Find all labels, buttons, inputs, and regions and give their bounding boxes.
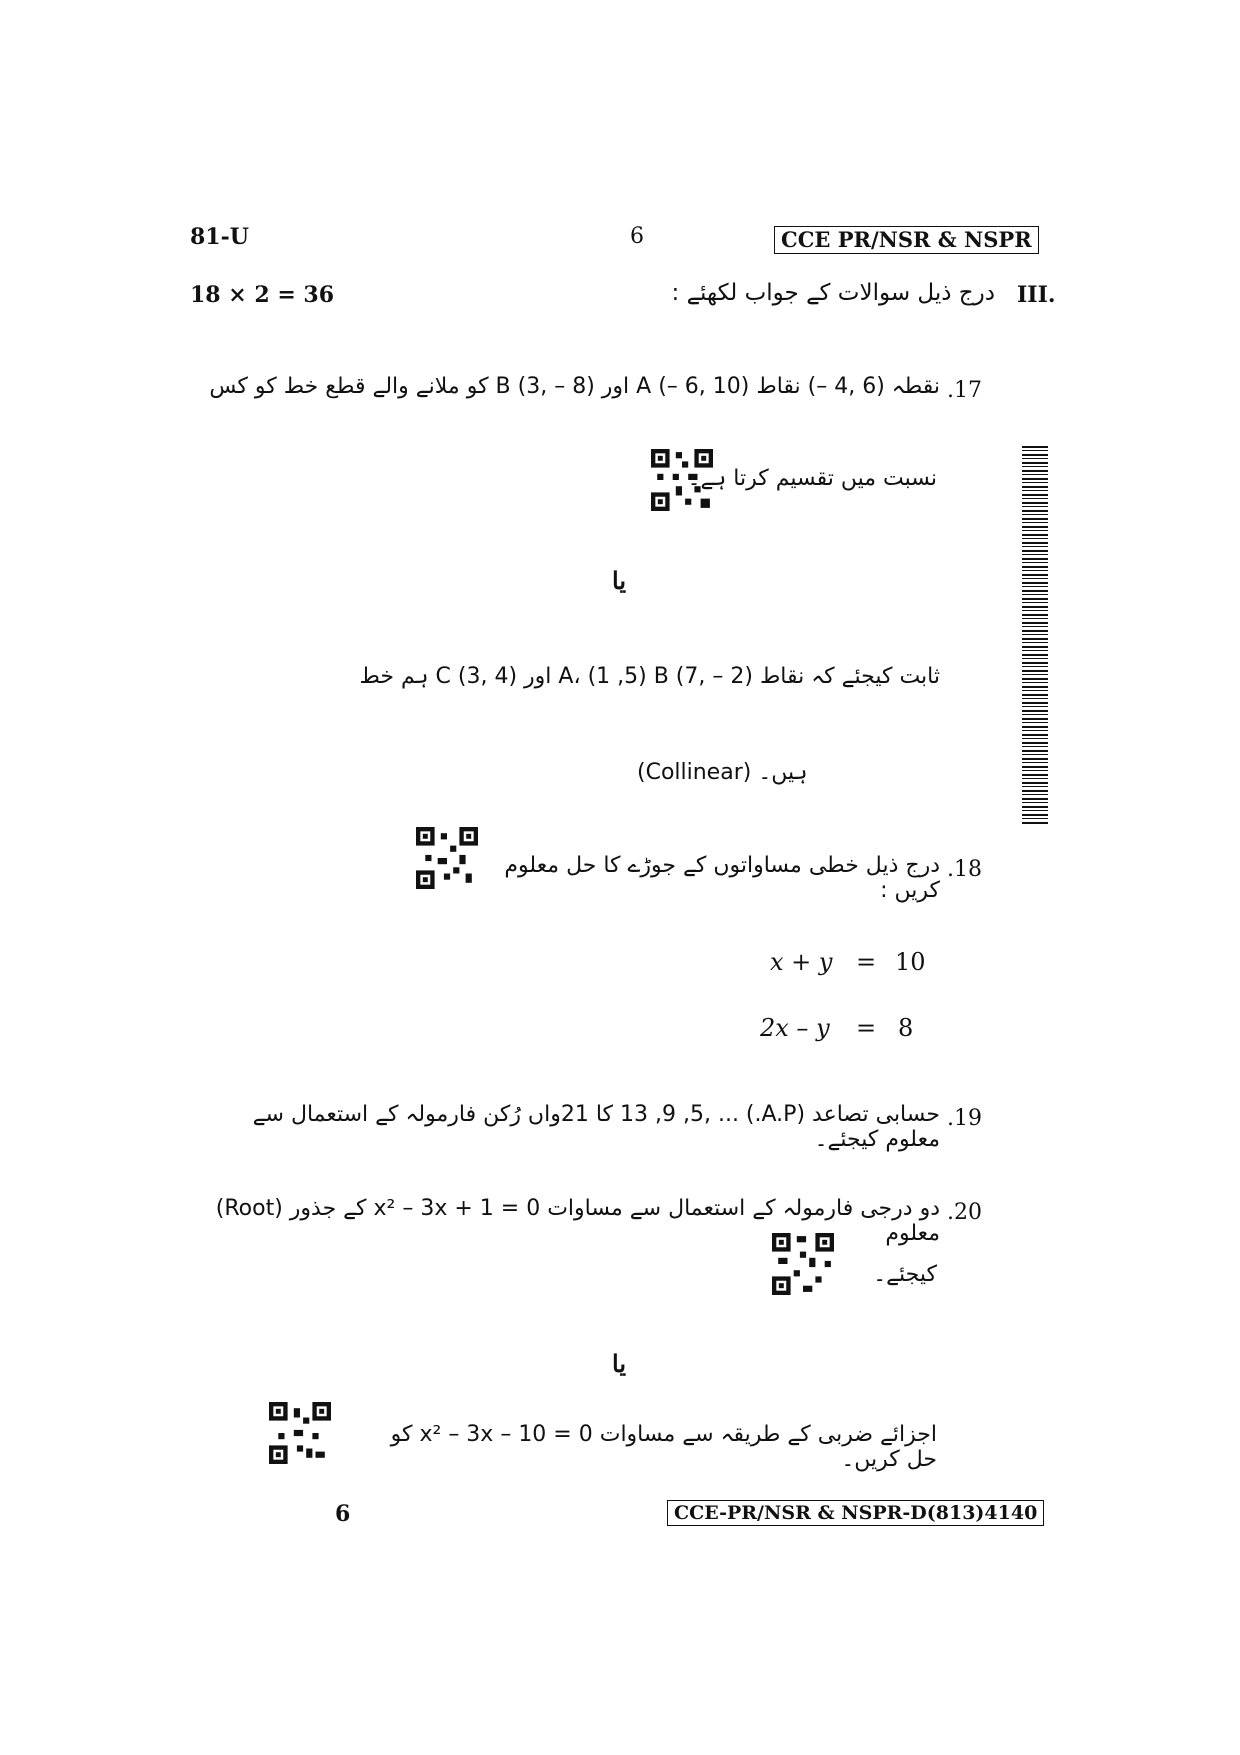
exam-code-box: CCE PR/NSR & NSPR — [774, 226, 1039, 254]
qr-code-icon — [269, 1402, 331, 1464]
q20-number: .20 — [947, 1200, 982, 1225]
q17-text-line2: نسبت میں تقسیم کرتا ہے۔ — [687, 466, 937, 491]
q18-number: .18 — [947, 857, 982, 882]
q17-text-line1: نقطہ (6 ,4 –) نقاط (10 ,6 –) A اور (8 – ,3) B کو ملانے والے قطع خط کو کس — [209, 374, 940, 399]
q19-number: .19 — [947, 1106, 982, 1131]
equation-1-equals: = — [856, 948, 877, 976]
qr-code-icon — [416, 827, 478, 889]
q20-alt-text: اجزائے ضربی کے طریقہ سے مساوات x² – 3x – 10 = 0 کو حل کریں۔ — [390, 1422, 937, 1472]
section-marks: 18 × 2 = 36 — [190, 282, 335, 308]
paper-code: 81-U — [190, 224, 249, 250]
q17-alt-line2: (Collinear) ہیں۔ — [637, 760, 808, 785]
page-number-bottom: 6 — [335, 1501, 351, 1527]
q18-text: درج ذیل خطی مساواتوں کے جوڑے کا حل معلوم کریں : — [504, 853, 940, 903]
q20-text-line2: کیجئے۔ — [873, 1262, 937, 1287]
page-number-top: 6 — [630, 224, 644, 249]
q19-text: حسابی تصاعد (A.P.) ... ,13 ,9 ,5 کا 21واں رُکن فارمولہ کے استعمال سے معلوم کیجئے۔ — [252, 1102, 940, 1152]
q20-text-line1: دو درجی فارمولہ کے استعمال سے مساوات x² – 3x + 1 = 0 کے جذور (Root) معلوم — [215, 1196, 940, 1246]
q17-number: .17 — [947, 378, 982, 403]
section-instruction: درج ذیل سوالات کے جواب لکھئے : — [671, 280, 995, 306]
q20-or: یا — [612, 1349, 626, 1378]
section-label: III. — [1017, 282, 1056, 308]
footer-code-box: CCE-PR/NSR & NSPR-D(813)4140 — [667, 1500, 1044, 1526]
qr-code-icon — [772, 1233, 834, 1295]
equation-1-rhs: 10 — [895, 948, 926, 976]
equation-1-lhs: x + y — [770, 948, 833, 976]
barcode-strip — [1022, 446, 1048, 824]
q17-alt-line1: ثابت کیجئے کہ نقاط (2 – ,7) A، (1 ,5) B اور (4 ,3) C ہم خط — [359, 664, 940, 689]
equation-2-lhs: 2x – y — [760, 1014, 830, 1042]
q17-or: یا — [612, 566, 626, 595]
equation-2-equals: = — [856, 1014, 877, 1042]
equation-2-rhs: 8 — [898, 1014, 914, 1042]
